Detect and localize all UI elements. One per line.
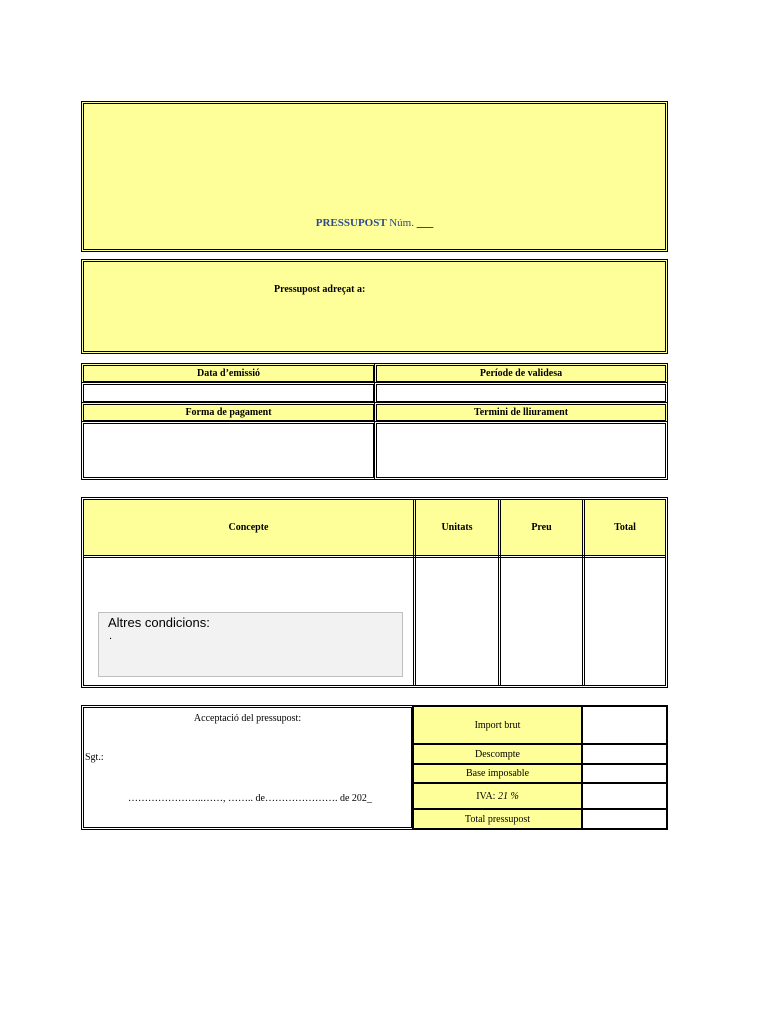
issue-date-field[interactable]	[81, 382, 376, 404]
acceptance-section[interactable]	[81, 705, 414, 830]
acceptance-title: Acceptació del pressupost:	[193, 713, 302, 724]
issue-date-header: Data d’emissió	[81, 363, 376, 384]
header-divider	[84, 555, 665, 558]
other-conditions-item: .	[109, 630, 113, 642]
document-header	[81, 101, 668, 252]
vat-value[interactable]	[581, 782, 668, 810]
number-label: Núm.	[389, 217, 414, 229]
gross-amount-label: Import brut	[412, 705, 583, 745]
column-header-concept: Concepte	[228, 522, 269, 533]
payment-method-header: Forma de pagament	[81, 402, 376, 423]
other-conditions-title: Altres condicions:	[108, 615, 210, 630]
recipient-label: Pressupost adreçat a:	[274, 284, 366, 295]
total-budget-value[interactable]	[581, 808, 668, 830]
taxable-base-value[interactable]	[581, 763, 668, 784]
column-header-price: Preu	[531, 522, 552, 533]
payment-method-field[interactable]	[81, 421, 376, 480]
gross-amount-value[interactable]	[581, 705, 668, 745]
validity-period-header: Període de validesa	[374, 363, 668, 384]
delivery-term-field[interactable]	[374, 421, 668, 480]
signature-label: Sgt.:	[85, 752, 104, 763]
column-header-total: Total	[614, 522, 636, 533]
other-conditions-box[interactable]	[98, 612, 403, 677]
discount-label: Descompte	[412, 743, 583, 765]
delivery-term-header: Termini de lliurament	[374, 402, 668, 423]
vat-rate: 21 %	[497, 790, 519, 802]
validity-period-field[interactable]	[374, 382, 668, 404]
discount-value[interactable]	[581, 743, 668, 765]
vat-label	[412, 782, 583, 810]
taxable-base-label: Base imposable	[412, 763, 583, 784]
number-field[interactable]: ___	[416, 217, 434, 229]
title-text: PRESSUPOST	[315, 217, 387, 229]
column-header-units: Unitats	[441, 522, 473, 533]
total-budget-label: Total pressupost	[412, 808, 583, 830]
vat-text: IVA:	[476, 790, 496, 802]
document-title	[84, 217, 665, 229]
recipient-section[interactable]	[81, 259, 668, 354]
place-date-line: …………………..……, …….. de…………………. de 202_	[128, 793, 372, 804]
